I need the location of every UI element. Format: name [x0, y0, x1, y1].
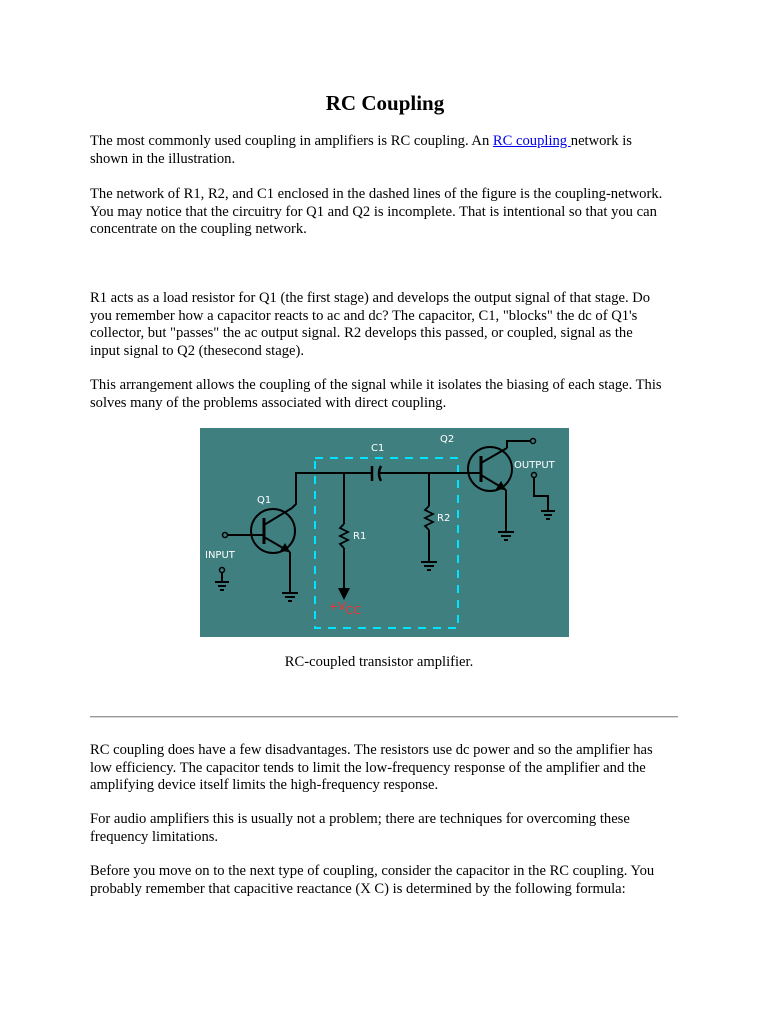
- intro-text-before-link: The most commonly used coupling in amplifiers is RC coupling. An: [90, 133, 493, 149]
- section-divider: [90, 716, 678, 718]
- r1-label: R1: [353, 531, 367, 542]
- disadvantages-paragraph: RC coupling does have a few disadvantages. The resistors use dc power and so the amplifier has low efficiency. The capacitor tends to limit the low-frequency response of the amplifier and the amplifying device itself limits the high-frequency response.: [90, 742, 653, 794]
- q2-ground-icon: [498, 532, 514, 540]
- input-label: INPUT: [205, 550, 235, 561]
- q2-label: Q2: [440, 434, 455, 445]
- r1-resistor: [340, 524, 348, 548]
- audio-amplifiers-paragraph: For audio amplifiers this is usually not a problem; there are techniques for overcoming these frequency limitations.: [90, 811, 630, 845]
- input-ground-icon: [215, 568, 229, 591]
- q1-ground-icon: [282, 593, 298, 601]
- q1-label: Q1: [257, 495, 272, 506]
- q1-transistor: [251, 508, 295, 553]
- output-ground-icon: [532, 473, 556, 520]
- r2-ground-icon: [421, 562, 437, 570]
- circuit-diagram: [200, 428, 569, 637]
- intro-text-after-link: network is shown in the illustration.: [90, 133, 632, 167]
- vcc-label-main: +V: [329, 600, 346, 613]
- coupling-network-paragraph: The network of R1, R2, and C1 enclosed in the dashed lines of the figure is the coupling-network. You may notice that the circuitry for Q1 and Q2 is incomplete. That is intentional so that you can concentrate on the coupling network.: [90, 186, 663, 238]
- vcc-arrow-icon: [338, 588, 350, 600]
- q2-transistor: [468, 447, 512, 491]
- r2-label: R2: [437, 513, 451, 524]
- page-title: RC Coupling: [325, 91, 445, 115]
- r2-resistor: [425, 506, 433, 530]
- circuit-schematic: [200, 428, 569, 637]
- load-resistor-paragraph: R1 acts as a load resistor for Q1 (the first stage) and develops the output signal of that stage. Do you remember how a capacitor reacts to ac and dc? The capacitor, C1, "blocks" the dc of Q1's collector, but "passes" the ac output signal. R2 develops this passed, or coupled, signal as the input signal to Q2 (thesecond stage).: [90, 290, 651, 359]
- vcc-label-subscript: CC: [345, 604, 362, 617]
- output-label: OUTPUT: [514, 460, 555, 471]
- vcc-label: [329, 600, 361, 617]
- isolation-paragraph: This arrangement allows the coupling of the signal while it isolates the biasing of each stage. This solves many of the problems associated with direct coupling.: [90, 377, 662, 411]
- c1-label: C1: [371, 443, 385, 454]
- output-terminal-icon: [531, 439, 536, 444]
- rc-coupling-link[interactable]: RC coupling: [492, 133, 571, 149]
- capacitive-reactance-paragraph: Before you move on to the next type of coupling, consider the capacitor in the RC coupling. You probably remember that capacitive reactance (X C) is determined by the following formula:: [90, 863, 655, 897]
- figure-caption: RC-coupled transistor amplifier.: [284, 654, 474, 670]
- intro-paragraph: [90, 133, 665, 168]
